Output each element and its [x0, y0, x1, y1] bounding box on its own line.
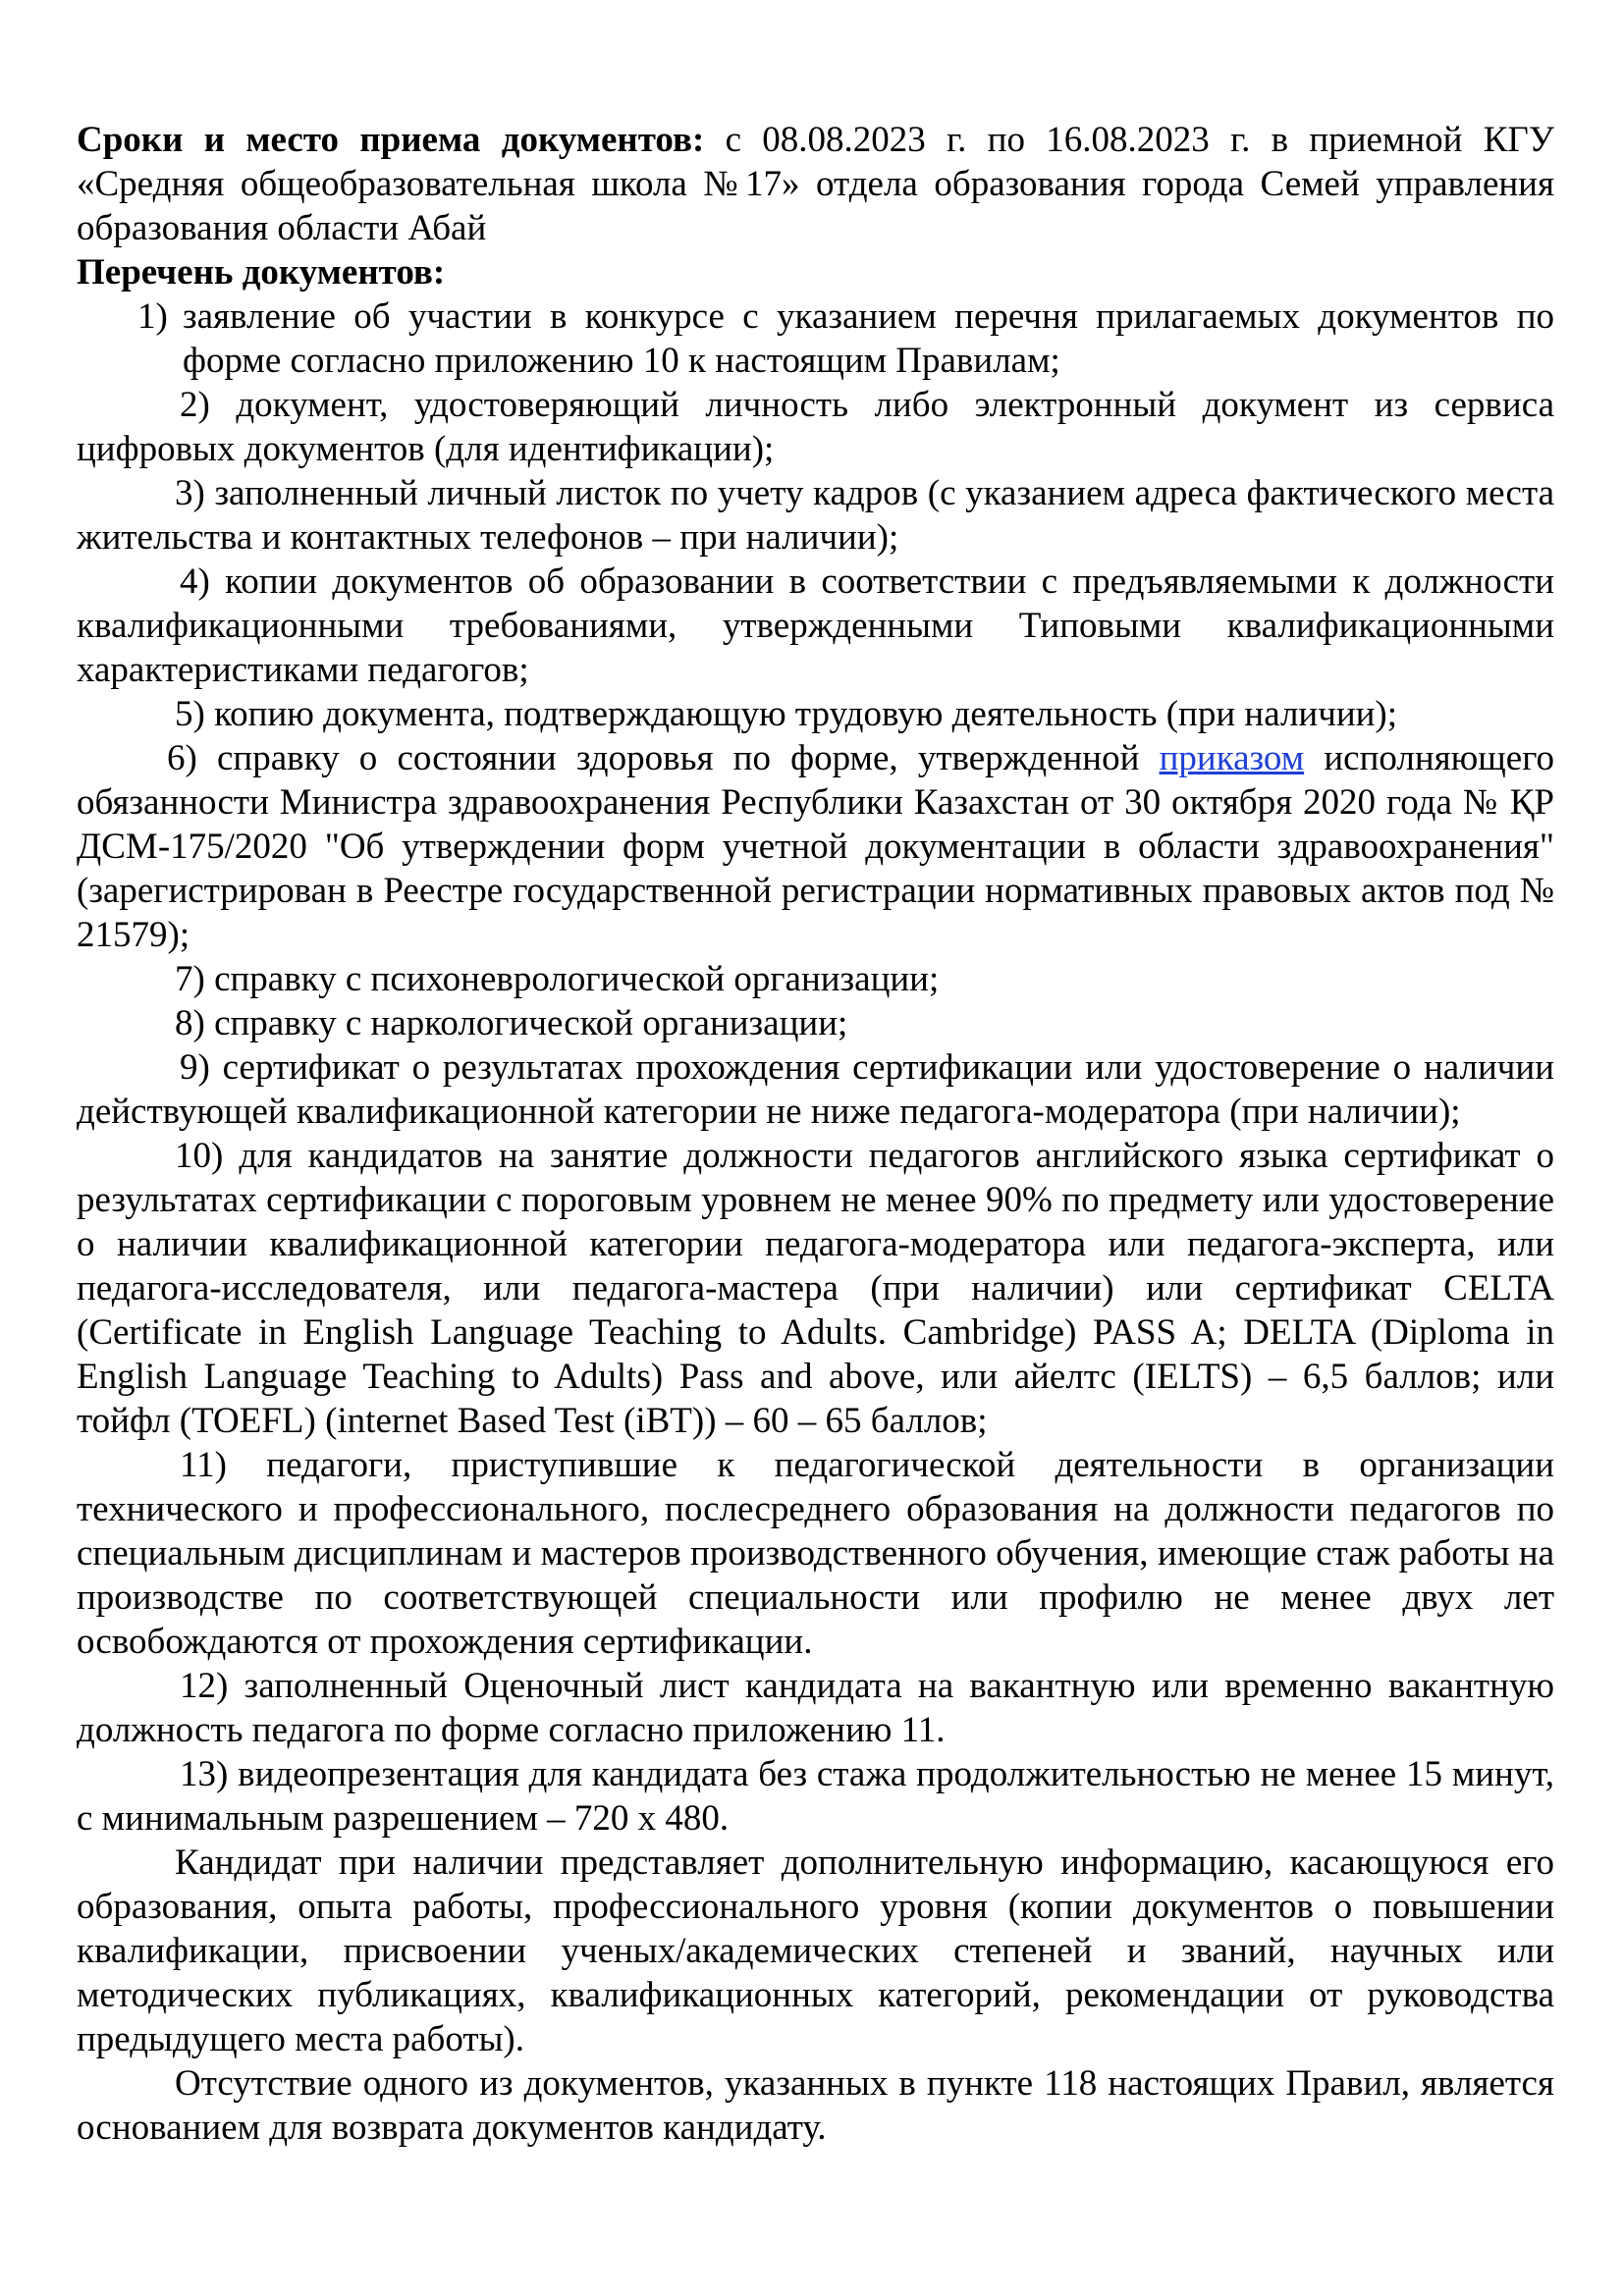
list-item-5: 5) копию документа, подтверждающую трудовую деятельность (при наличии);: [175, 694, 1398, 734]
deadline-text: с 08.08.2023 г. по 16.08.2023 г. в приемной КГУ «Средняя общеобразовательная школа №17» отдела образования города Семей управления образования области Абай: [77, 120, 1554, 248]
list-item-1: [77, 294, 1554, 383]
list-item-11: 11) педагоги, приступившие к педагогической деятельности в организации технического и профессионального, послесреднего образования на должности педагогов по специальным дисциплинам и мастеров производственного обучения, имеющие стаж работы на производстве по соответствующей специальности или профилю не менее двух лет освобождаются от прохождения сертификации.: [77, 1445, 1554, 1662]
order-link[interactable]: приказом: [1159, 738, 1305, 778]
list-item-4: 4) копии документов об образовании в соответствии с предъявляемыми к должности квалификационными требованиями, утвержденными Типовыми квалификационными характеристиками педагогов;: [77, 561, 1554, 690]
list-item-10: 10) для кандидатов на занятие должности педагогов английского языка сертификат о результатах сертификации с пороговым уровнем не менее 90% по предмету или удостоверение о наличии квалификационной категории педагога-модератора или педагога-эксперта, или педагога-исследователя, или педагога-мастера (при наличии) или сертификат CELTA (Certificate in English Language Teaching to Adults. Cambridge) PASS A; DELTA (Diploma in English Language Teaching to Adults) Pass and above, или айелтс (IELTS) – 6,5 баллов; или тойфл (TOEFL) (internet Based Test (iBT)) – 60 – 65 баллов;: [77, 1136, 1554, 1441]
list-item-6-text-start: 6) справку о состоянии здоровья по форме, утвержденной: [167, 738, 1160, 778]
deadline-paragraph: [77, 118, 1554, 250]
document-absence-paragraph: Отсутствие одного из документов, указанных в пункте 118 настоящих Правил, является основанием для возврата документов кандидату.: [77, 2063, 1554, 2148]
documents-list-title: Перечень документов:: [77, 252, 446, 293]
list-item-13: 13) видеопрезентация для кандидата без стажа продолжительностью не менее 15 минут, с минимальным разрешением – 720 х 480.: [77, 1754, 1554, 1839]
list-item-9: 9) сертификат о результатах прохождения сертификации или удостоверение о наличии действующей квалификационной категории не ниже педагога-модератора (при наличии);: [77, 1047, 1554, 1132]
list-item-1-number: 1): [137, 296, 168, 337]
list-item-8: 8) справку с наркологической организации;: [175, 1003, 848, 1043]
list-item-3: 3) заполненный личный листок по учету кадров (с указанием адреса фактического места жительства и контактных телефонов – при наличии);: [77, 473, 1554, 558]
list-item-7: 7) справку с психоневрологической организации;: [175, 959, 940, 999]
list-item-6: [77, 736, 1554, 957]
document-body: [77, 118, 1554, 2150]
additional-info-paragraph: Кандидат при наличии представляет дополнительную информацию, касающуюся его образования, опыта работы, профессионального уровня (копии документов о повышении квалификации, присвоении ученых/академических степеней и званий, научных или методических публикациях, квалификационных категорий, рекомендации от руководства предыдущего места работы).: [77, 1842, 1554, 2059]
list-item-2: 2) документ, удостоверяющий личность либо электронный документ из сервиса цифровых документов (для идентификации);: [77, 385, 1554, 469]
list-item-12: 12) заполненный Оценочный лист кандидата на вакантную или временно вакантную должность педагога по форме согласно приложению 11.: [77, 1666, 1554, 1750]
deadline-label: Сроки и место приема документов:: [77, 120, 705, 160]
list-item-1-text: заявление об участии в конкурсе с указанием перечня прилагаемых документов по форме согласно приложению 10 к настоящим Правилам;: [183, 296, 1554, 381]
list-item-6-text-end: исполняющего обязанности Министра здравоохранения Республики Казахстан от 30 октября 2020 года № ҚР ДСМ-175/2020 "Об утверждении форм учетной документации в области здравоохранения" (зарегистрирован в Реестре государственной регистрации нормативных правовых актов под № 21579);: [77, 738, 1554, 955]
